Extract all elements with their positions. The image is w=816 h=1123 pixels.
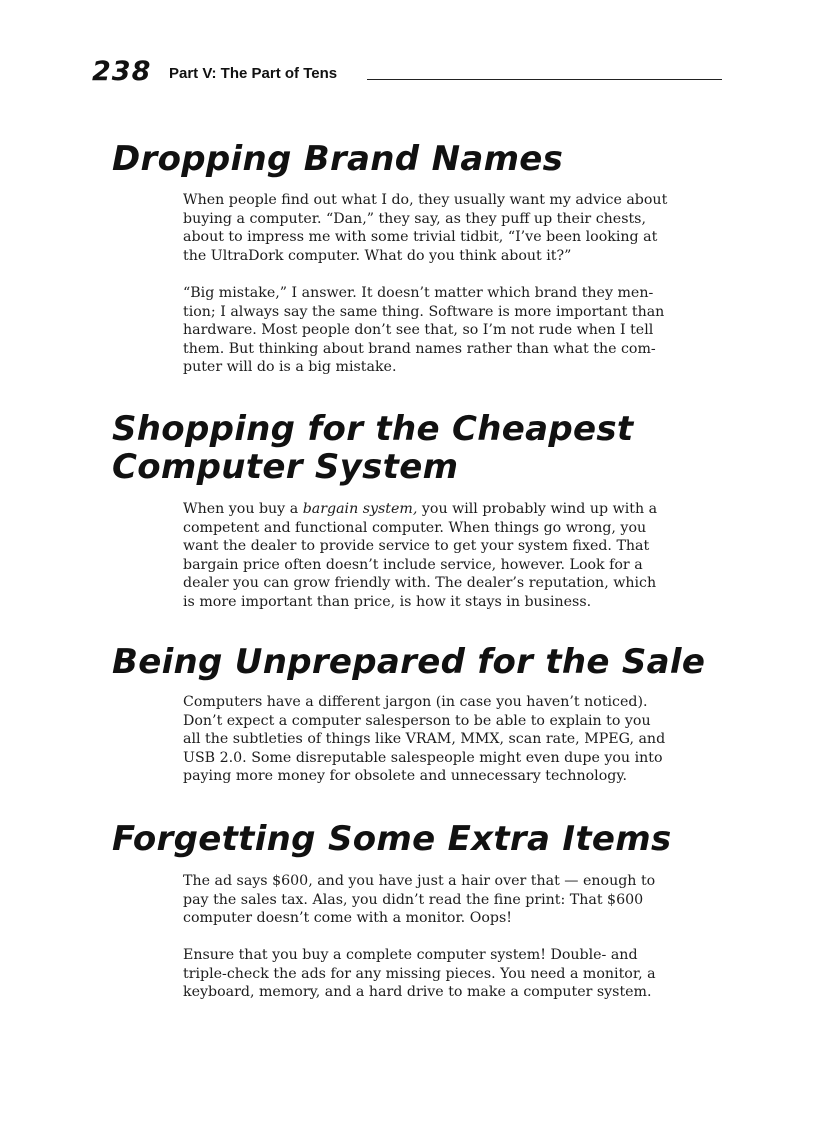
header-rule <box>367 79 722 80</box>
text-line: is more important than price, is how it stays in business. <box>183 593 592 610</box>
section-heading-shopping-for-cheapest <box>112 410 633 486</box>
text-line: all the subtleties of things like VRAM, MMX, scan rate, MPEG, and <box>183 731 666 748</box>
text-line: Ensure that you buy a complete computer system! Double- and <box>183 947 638 963</box>
text-line: keyboard, memory, and a hard drive to make a computer system. <box>183 984 652 1001</box>
text-line: The ad says $600, and you have just a hair over that — enough to <box>183 873 656 889</box>
running-header <box>92 56 722 86</box>
text-line: dealer you can grow friendly with. The dealer’s reputation, which <box>183 575 657 592</box>
paragraph <box>183 284 728 377</box>
part-title: Part V: The Part of Tens <box>169 65 338 82</box>
section-heading-forgetting-extra-items: Forgetting Some Extra Items <box>112 819 672 859</box>
heading-line: Computer System <box>112 447 459 487</box>
text-line: When people find out what I do, they usually want my advice about <box>183 192 668 208</box>
text-line: Don’t expect a computer salesperson to be able to explain to you <box>183 712 651 729</box>
text-line: puter will do is a big mistake. <box>183 359 397 376</box>
page-number: 238 <box>92 56 152 87</box>
text-line: competent and functional computer. When things go wrong, you <box>183 519 647 536</box>
text-line: them. But thinking about brand names rather than what the com- <box>183 340 656 357</box>
paragraph <box>183 500 728 612</box>
text-line: Computers have a different jargon (in case you haven’t noticed). <box>183 694 648 710</box>
paragraph <box>183 693 728 786</box>
text-line: about to impress me with some trivial tidbit, “I’ve been looking at <box>183 229 658 246</box>
text-line: tion; I always say the same thing. Software is more important than <box>183 303 665 320</box>
paragraph <box>183 191 728 265</box>
paragraph <box>183 872 728 928</box>
text-line: paying more money for obsolete and unnecessary technology. <box>183 768 627 785</box>
text-line: “Big mistake,” I answer. It doesn’t matter which brand they men- <box>183 285 654 301</box>
text-line: computer doesn’t come with a monitor. Oops! <box>183 910 512 927</box>
text-line: want the dealer to provide service to get your system fixed. That <box>183 538 650 555</box>
text-line: triple-check the ads for any missing pieces. You need a monitor, a <box>183 965 656 982</box>
heading-line: Shopping for the Cheapest <box>112 409 634 449</box>
text-line: hardware. Most people don’t see that, so I’m not rude when I tell <box>183 322 654 339</box>
text-run: When you buy a <box>183 501 303 517</box>
text-line: the UltraDork computer. What do you think about it?” <box>183 247 572 264</box>
section-heading-dropping-brand-names: Dropping Brand Names <box>112 139 564 179</box>
paragraph <box>183 946 728 1002</box>
section-heading-being-unprepared: Being Unprepared for the Sale <box>112 642 706 682</box>
text-line: pay the sales tax. Alas, you didn’t read the fine print: That $600 <box>183 891 644 908</box>
text-line: USB 2.0. Some disreputable salespeople might even dupe you into <box>183 749 663 766</box>
text-line: buying a computer. “Dan,” they say, as they puff up their chests, <box>183 210 646 227</box>
text-run: you will probably wind up with a <box>417 501 658 517</box>
text-line <box>183 500 728 519</box>
text-line: bargain price often doesn’t include service, however. Look for a <box>183 556 643 573</box>
italic-term: bargain system, <box>302 501 418 517</box>
